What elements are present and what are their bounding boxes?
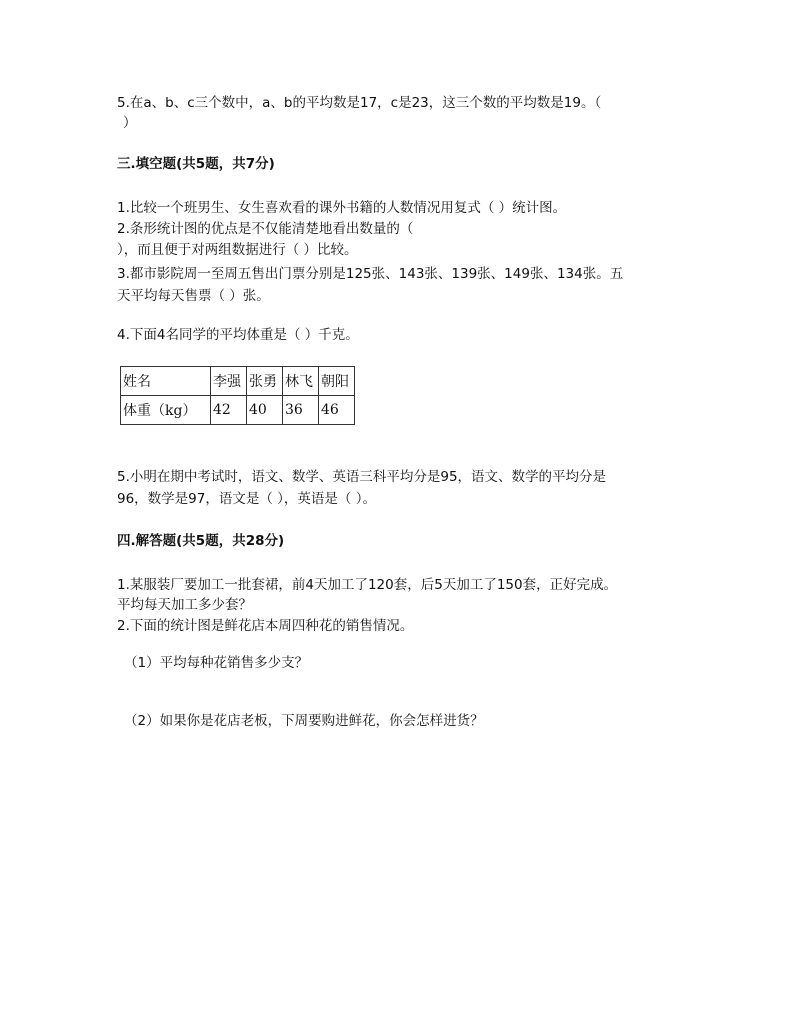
table-cell: 朝阳 <box>319 367 355 396</box>
table-cell: 36 <box>283 396 319 425</box>
table-cell: 46 <box>319 396 355 425</box>
table-cell: 张勇 <box>247 367 283 396</box>
fill-question-3-line1: 3.都市影院周一至周五售出门票分别是125张、143张、139张、149张、134张。五 <box>117 266 624 282</box>
answer-question-1-line1: 1.某服装厂要加工一批套裙，前4天加工了120套，后5天加工了150套，正好完成。 <box>117 577 618 593</box>
weight-table <box>120 366 355 425</box>
fill-question-5-line1: 5.小明在期中考试时，语文、数学、英语三科平均分是95，语文、数学的平均分是 <box>117 469 607 485</box>
answer-question-2-sub2: （2）如果你是花店老板，下周要购进鲜花，你会怎样进货？ <box>124 713 484 729</box>
fill-question-2-line2: ），而且便于对两组数据进行（ ）比较。 <box>117 242 358 258</box>
table-cell: 42 <box>211 396 247 425</box>
fill-question-4: 4.下面4名同学的平均体重是（ ）千克。 <box>117 327 359 343</box>
answer-question-1-line2: 平均每天加工多少套？ <box>117 597 252 613</box>
question-5-prev-line2: ） <box>123 115 137 131</box>
fill-question-3-line2: 天平均每天售票（ ）张。 <box>117 288 270 304</box>
fill-question-1: 1.比较一个班男生、女生喜欢看的课外书籍的人数情况用复式（ ）统计图。 <box>117 200 567 216</box>
fill-question-2-line1: 2.条形统计图的优点是不仅能清楚地看出数量的（ <box>117 221 414 237</box>
section-3-title: 三.填空题(共5题，共7分) <box>117 156 275 172</box>
answer-question-2-sub1: （1）平均每种花销售多少支？ <box>124 655 309 671</box>
table-cell: 李强 <box>211 367 247 396</box>
table-cell: 40 <box>247 396 283 425</box>
table-cell: 体重（kg） <box>121 396 211 425</box>
fill-question-5-line2: 96，数学是97，语文是（ ），英语是（ ）。 <box>117 491 376 507</box>
table-cell: 姓名 <box>121 367 211 396</box>
table-header-row <box>121 367 355 396</box>
table-row <box>121 396 355 425</box>
question-5-prev-line1: 5.在a、b、c三个数中，a、b的平均数是17，c是23，这三个数的平均数是19。（ <box>117 95 602 111</box>
section-4-title: 四.解答题(共5题，共28分) <box>117 533 285 549</box>
table-cell: 林飞 <box>283 367 319 396</box>
answer-question-2: 2.下面的统计图是鲜花店本周四种花的销售情况。 <box>117 618 414 634</box>
